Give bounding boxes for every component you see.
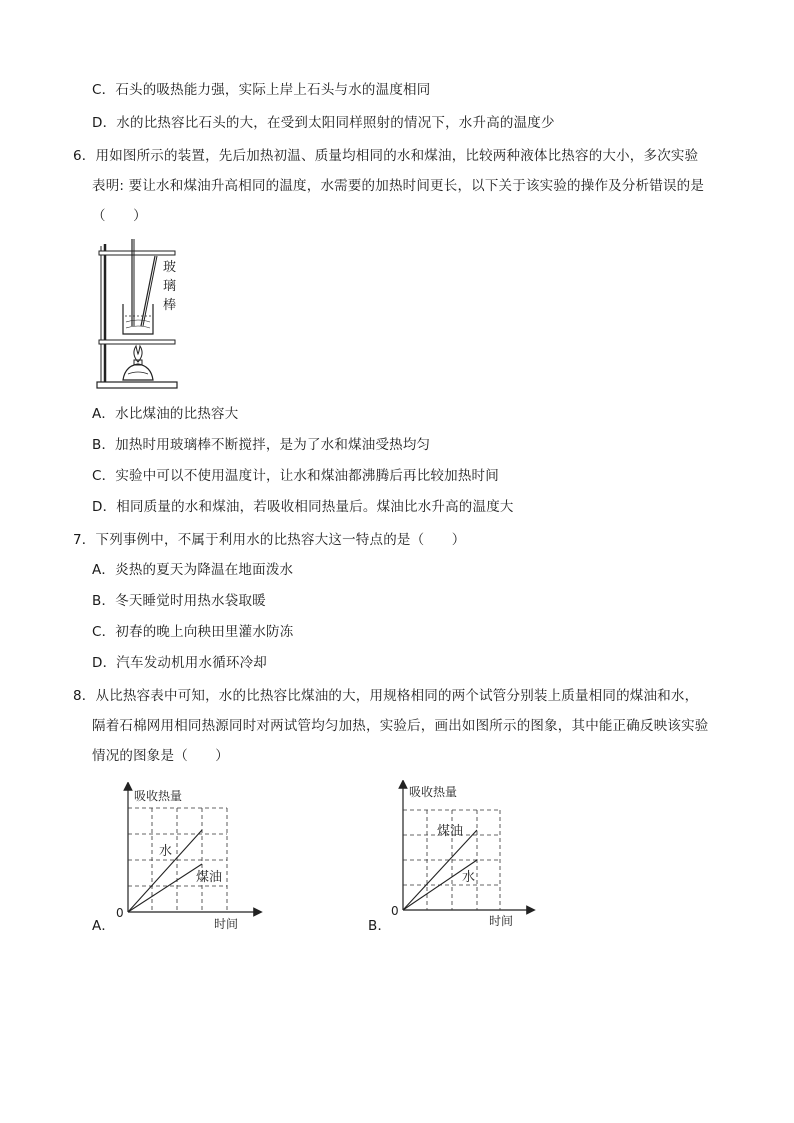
q6-option-d: D．相同质量的水和煤油，若吸收相同热量后。煤油比水升高的温度大: [92, 499, 514, 515]
graph-a-option-letter: A．: [92, 918, 116, 934]
graph-b-lower-label: 水: [462, 870, 476, 885]
q7-option-d: D．汽车发动机用水循环冷却: [92, 655, 267, 671]
graph-b-ylabel: 吸收热量: [409, 785, 458, 799]
q6-option-c: C．实验中可以不使用温度计，让水和煤油都沸腾后再比较加热时间: [92, 468, 499, 484]
graph-b-upper-label: 煤油: [437, 824, 464, 839]
glass-rod-label: 玻 璃 棒: [163, 260, 177, 313]
q6-stem-line2: 表明: 要让水和煤油升高相同的温度，水需要的加热时间更长，以下关于该实验的操作及分析错误的是: [92, 178, 705, 194]
graph-a-origin: 0: [116, 906, 124, 920]
q7-option-c: C．初春的晚上向秧田里灌水防冻: [92, 624, 294, 640]
q8-stem-line3: 情况的图象是（ ）: [92, 748, 229, 764]
graph-b-option-letter: B．: [368, 918, 392, 934]
q7-option-a: A．炎热的夏天为降温在地面泼水: [92, 562, 294, 578]
prev-option-c: C．石头的吸热能力强，实际上岸上石头与水的温度相同: [92, 82, 431, 98]
graph-a-upper-label: 水: [159, 844, 173, 859]
q6-blank: （ ）: [92, 208, 147, 224]
graph-a-xlabel: 时间: [214, 917, 239, 931]
q6-option-a: A．水比煤油的比热容大: [92, 406, 239, 422]
q7-stem: 7．下列事例中，不属于利用水的比热容大这一特点的是（ ）: [73, 532, 466, 548]
q6-stem-line1: 6．用如图所示的装置，先后加热初温、质量均相同的水和煤油，比较两种液体比热容的大小，多次实验: [73, 148, 699, 164]
graph-b: [385, 780, 545, 930]
q6-option-b: B．加热时用玻璃棒不断搅拌，是为了水和煤油受热均匀: [92, 437, 431, 453]
q8-stem-line1: 8．从比热容表中可知，水的比热容比煤油的大，用规格相同的两个试管分别装上质量相同的煤油和水，: [73, 688, 699, 704]
prev-option-d: D．水的比热容比石头的大，在受到太阳同样照射的情况下，水升高的温度少: [92, 115, 555, 131]
graph-b-xlabel: 时间: [489, 914, 514, 928]
q8-stem-line2: 隔着石棉网用相同热源同时对两试管均匀加热，实验后，画出如图所示的图象，其中能正确反映该实验: [92, 718, 709, 734]
q7-option-b: B．冬天睡觉时用热水袋取暖: [92, 593, 266, 609]
graph-b-origin: 0: [391, 904, 399, 918]
graph-a-ylabel: 吸收热量: [134, 789, 183, 803]
graph-a: [110, 782, 270, 932]
graph-a-lower-label: 煤油: [196, 870, 223, 885]
